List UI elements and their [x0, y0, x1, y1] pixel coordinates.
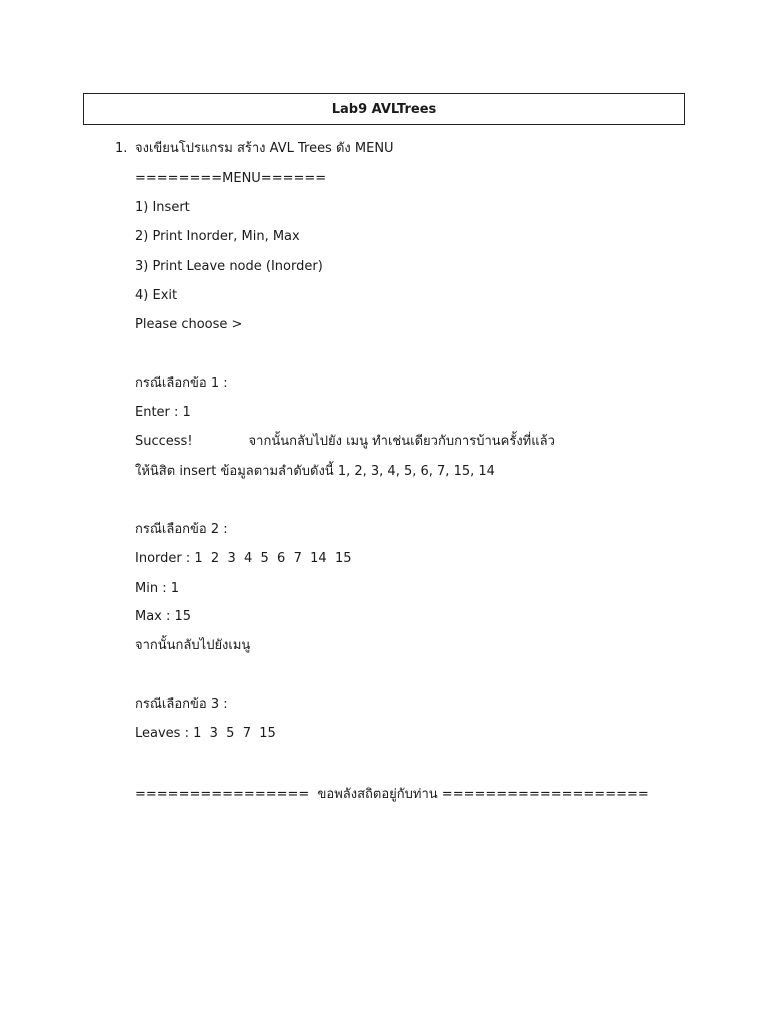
case1-success: Success!: [135, 434, 193, 449]
menu-prompt: Please choose >: [135, 317, 243, 332]
case2-max: Max : 15: [135, 609, 192, 624]
case1-success-note: จากนั้นกลับไปยัง เมนู ทำเช่นเดียวกับการบ้านครั้งที่แล้ว: [248, 434, 555, 449]
question-number: 1.: [115, 141, 128, 156]
case1-heading: กรณีเลือกข้อ 1 :: [135, 376, 228, 391]
menu-header: ========MENU======: [135, 171, 327, 186]
case2-return-note: จากนั้นกลับไปยังเมนู: [135, 638, 251, 653]
case1-instruction: ให้นิสิต insert ข้อมูลตามลำดับดังนี้ 1, 2, 3, 4, 5, 6, 7, 15, 14: [135, 464, 495, 479]
document-title: [83, 93, 685, 125]
question-text: จงเขียนโปรแกรม สร้าง AVL Trees ดัง MENU: [135, 141, 394, 156]
footer-line: ================ ขอพลังสถิตอยู่กับท่าน ===================: [135, 787, 649, 802]
case1-success-line: [135, 432, 555, 452]
case2-inorder: Inorder : 1 2 3 4 5 6 7 14 15: [135, 551, 352, 566]
menu-item-exit: 4) Exit: [135, 288, 178, 303]
case3-leaves: Leaves : 1 3 5 7 15: [135, 726, 276, 741]
menu-item-insert: 1) Insert: [135, 200, 190, 215]
case2-min: Min : 1: [135, 581, 179, 596]
menu-item-print-leaves: 3) Print Leave node (Inorder): [135, 259, 323, 274]
case2-heading: กรณีเลือกข้อ 2 :: [135, 522, 228, 537]
case1-enter: Enter : 1: [135, 405, 191, 420]
case3-heading: กรณีเลือกข้อ 3 :: [135, 697, 228, 712]
menu-item-print-inorder: 2) Print Inorder, Min, Max: [135, 229, 300, 244]
title-text: Lab9 AVLTrees: [331, 101, 437, 117]
